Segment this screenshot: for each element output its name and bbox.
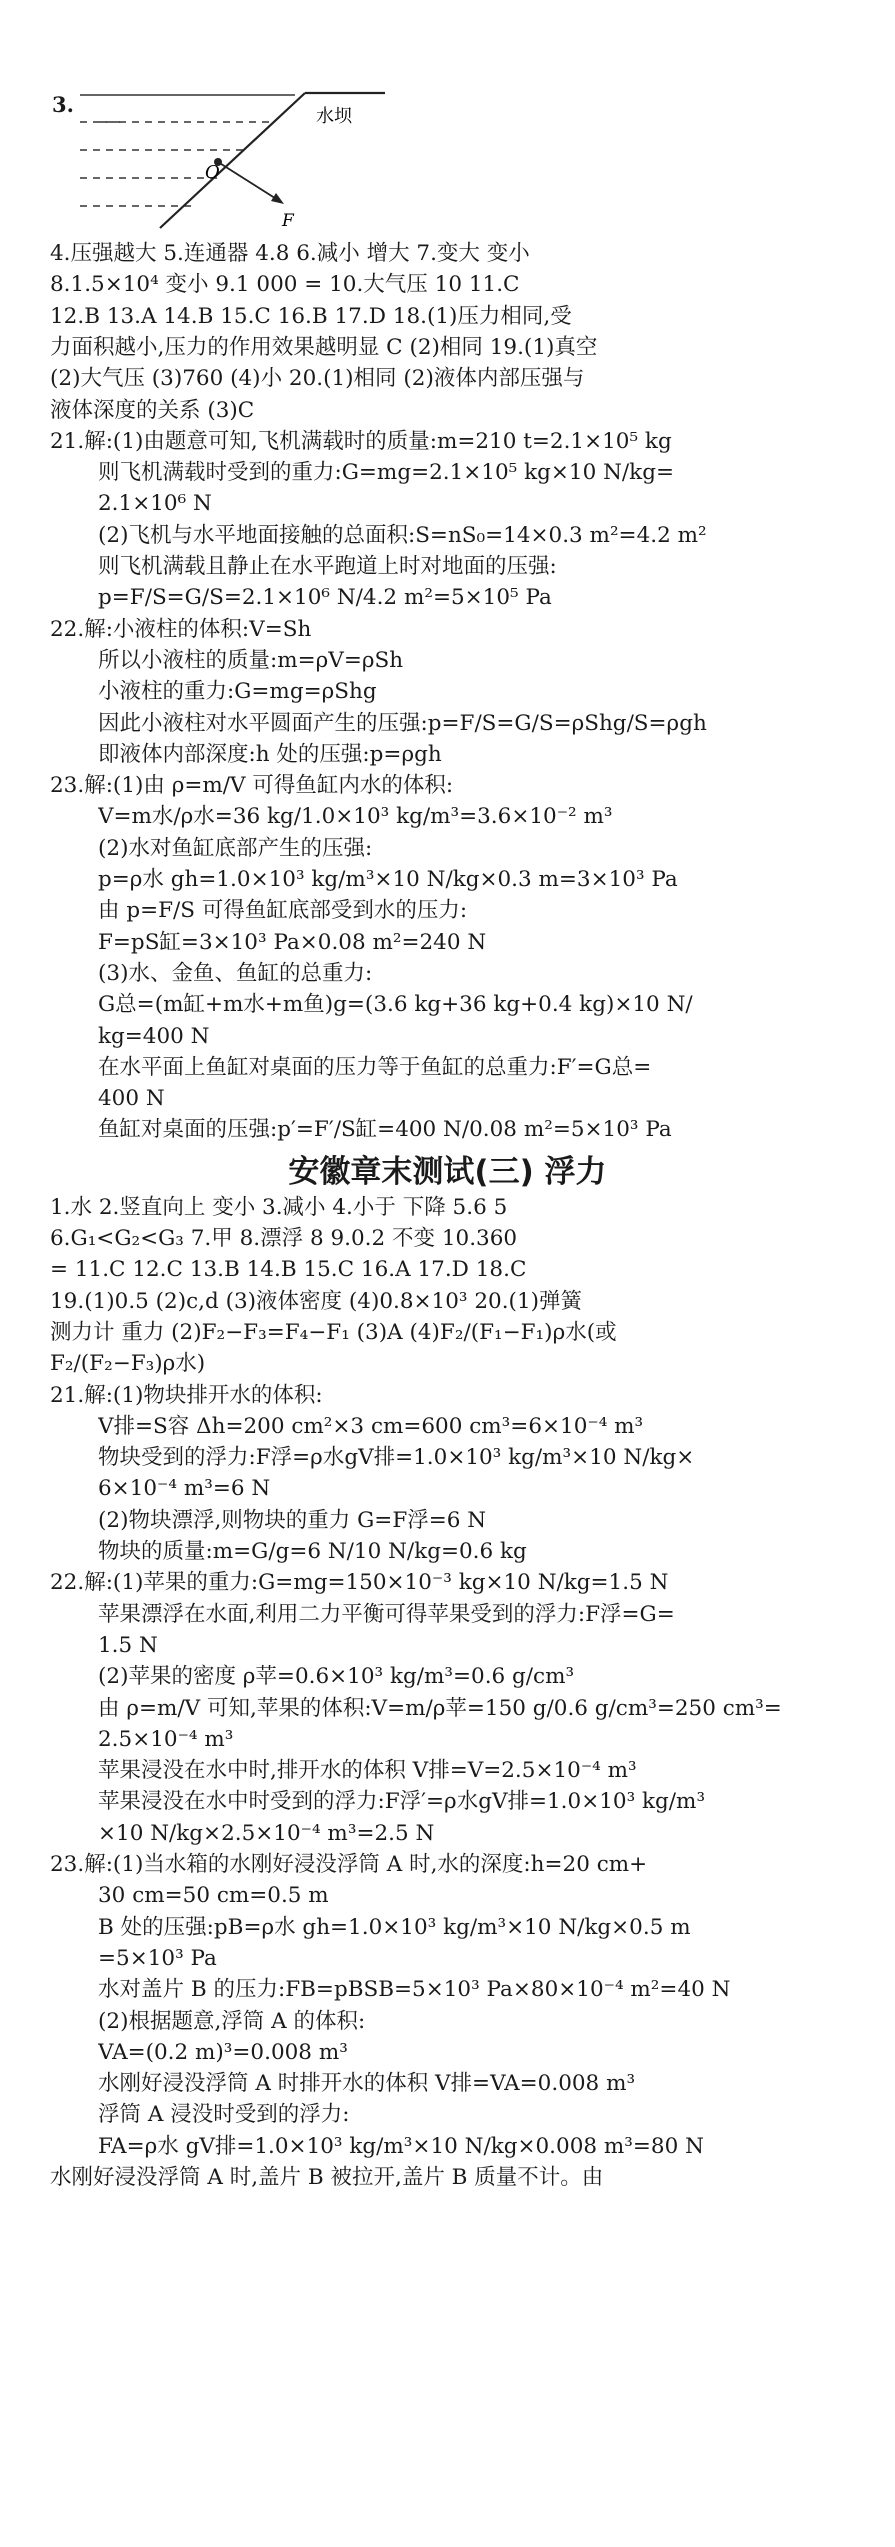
answer-line: 测力计 重力 (2)F₂−F₃=F₄−F₁ (3)A (4)F₂/(F₁−F₁)ρ水(或	[50, 1319, 617, 1345]
section-heading: 安徽章末测试(三) 浮力	[288, 1153, 607, 1190]
answer-line: 力面积越小,压力的作用效果越明显 C (2)相同 19.(1)真空	[50, 334, 598, 360]
question-number: 3.	[52, 92, 74, 117]
answer-line: 苹果浸没在水中时,排开水的体积 V排=V=2.5×10⁻⁴ m³	[98, 1758, 637, 1784]
answer-line: 1.水 2.竖直向上 变小 3.减小 4.小于 下降 5.6 5	[50, 1194, 508, 1220]
answer-line: 19.(1)0.5 (2)c,d (3)液体密度 (4)0.8×10³ 20.(1)弹簧	[50, 1288, 583, 1314]
dam-label: 水坝	[316, 106, 352, 127]
answer-line: ×10 N/kg×2.5×10⁻⁴ m³=2.5 N	[98, 1820, 435, 1846]
answer-line: 23.解:(1)当水箱的水刚好浸没浮筒 A 时,水的深度:h=20 cm+	[50, 1852, 648, 1877]
force-label: F	[282, 211, 294, 230]
answer-line: 23.解:(1)由 ρ=m/V 可得鱼缸内水的体积:	[50, 773, 454, 799]
answer-line: 液体深度的关系 (3)C	[50, 397, 255, 423]
answer-line: 物块受到的浮力:F浮=ρ水gV排=1.0×10³ kg/m³×10 N/kg×	[98, 1445, 695, 1471]
answer-line: (2)物块漂浮,则物块的重力 G=F浮=6 N	[98, 1507, 487, 1533]
point-o-label: O	[205, 162, 220, 183]
answer-line: FA=ρ水 gV排=1.0×10³ kg/m³×10 N/kg×0.008 m³=80 N	[98, 2133, 704, 2159]
answer-line: V=m水/ρ水=36 kg/1.0×10³ kg/m³=3.6×10⁻² m³	[98, 804, 613, 830]
answer-line: 6.G₁<G₂<G₃ 7.甲 8.漂浮 8 9.0.2 不变 10.360	[50, 1226, 518, 1251]
answer-line: 则飞机满载时受到的重力:G=mg=2.1×10⁵ kg×10 N/kg=	[98, 460, 674, 486]
answer-line: p=F/S=G/S=2.1×10⁶ N/4.2 m²=5×10⁵ Pa	[98, 585, 552, 611]
answer-line: 由 ρ=m/V 可知,苹果的体积:V=m/ρ苹=150 g/0.6 g/cm³=250 cm³=	[98, 1695, 782, 1721]
answer-line: G总=(m缸+m水+m鱼)g=(3.6 kg+36 kg+0.4 kg)×10 N/	[98, 992, 693, 1018]
answer-line: (2)飞机与水平地面接触的总面积:S=nS₀=14×0.3 m²=4.2 m²	[98, 522, 707, 548]
answer-line: 1.5 N	[98, 1632, 158, 1658]
dam-wall	[160, 93, 305, 228]
dam-diagram	[40, 60, 400, 230]
answer-line: 物块的质量:m=G/g=6 N/10 N/kg=0.6 kg	[98, 1539, 527, 1564]
answer-line: VA=(0.2 m)³=0.008 m³	[98, 2039, 348, 2065]
answer-line: 水刚好浸没浮筒 A 时,盖片 B 被拉开,盖片 B 质量不计。由	[50, 2165, 604, 2190]
answer-line: 鱼缸对桌面的压强:p′=F′/S缸=400 N/0.08 m²=5×10³ Pa	[98, 1117, 672, 1143]
answer-line: V排=S容 Δh=200 cm²×3 cm=600 cm³=6×10⁻⁴ m³	[98, 1413, 644, 1439]
answer-line: (2)苹果的密度 ρ苹=0.6×10³ kg/m³=0.6 g/cm³	[98, 1664, 575, 1690]
answer-line: 水刚好浸没浮筒 A 时排开水的体积 V排=VA=0.008 m³	[98, 2071, 636, 2097]
answer-line: 2.5×10⁻⁴ m³	[98, 1726, 234, 1752]
answer-line: 8.1.5×10⁴ 变小 9.1 000 = 10.大气压 10 11.C	[50, 272, 520, 298]
answer-line: 22.解:小液柱的体积:V=Sh	[50, 616, 312, 642]
answer-line: (3)水、金鱼、鱼缸的总重力:	[98, 960, 373, 986]
answer-line: 浮筒 A 浸没时受到的浮力:	[98, 2102, 350, 2128]
answer-line: 30 cm=50 cm=0.5 m	[98, 1883, 329, 1909]
answer-line: = 11.C 12.C 13.B 14.B 15.C 16.A 17.D 18.C	[50, 1257, 527, 1283]
force-arrowhead	[271, 193, 284, 204]
answer-line: 12.B 13.A 14.B 15.C 16.B 17.D 18.(1)压力相同,受	[50, 303, 572, 329]
answer-line: (2)大气压 (3)760 (4)小 20.(1)相同 (2)液体内部压强与	[50, 366, 585, 392]
answer-line: 2.1×10⁶ N	[98, 491, 212, 517]
answer-line: (2)水对鱼缸底部产生的压强:	[98, 835, 373, 861]
answer-line: 由 p=F/S 可得鱼缸底部受到水的压力:	[98, 898, 468, 924]
answer-line: (2)根据题意,浮筒 A 的体积:	[98, 2008, 366, 2034]
answer-line: 6×10⁻⁴ m³=6 N	[98, 1476, 271, 1502]
answer-line: F₂/(F₂−F₃)ρ水)	[50, 1351, 206, 1377]
answer-line: =5×10³ Pa	[98, 1945, 217, 1971]
answer-line: 因此小液柱对水平圆面产生的压强:p=F/S=G/S=ρShg/S=ρgh	[98, 710, 707, 736]
answer-line: 即液体内部深度:h 处的压强:p=ρgh	[98, 741, 442, 767]
answer-line: 苹果浸没在水中时受到的浮力:F浮′=ρ水gV排=1.0×10³ kg/m³	[98, 1789, 706, 1815]
force-arrow	[218, 162, 278, 200]
answer-line: 所以小液柱的质量:m=ρV=ρSh	[98, 647, 404, 673]
answer-line: 水对盖片 B 的压力:FB=pBSB=5×10³ Pa×80×10⁻⁴ m²=40 N	[98, 1977, 731, 2003]
answer-line: 小液柱的重力:G=mg=ρShg	[98, 679, 377, 705]
answer-line: p=ρ水 gh=1.0×10³ kg/m³×10 N/kg×0.3 m=3×10³ Pa	[98, 867, 678, 892]
answer-line: 21.解:(1)由题意可知,飞机满载时的质量:m=210 t=2.1×10⁵ kg	[50, 428, 672, 454]
answer-line: 在水平面上鱼缸对桌面的压力等于鱼缸的总重力:F′=G总=	[98, 1054, 652, 1080]
answer-line: kg=400 N	[98, 1023, 210, 1049]
dam-figure	[40, 60, 400, 230]
answer-line: 4.压强越大 5.连通器 4.8 6.减小 增大 7.变大 变小	[50, 241, 530, 266]
answer-line: 400 N	[98, 1086, 165, 1112]
answer-line: 苹果漂浮在水面,利用二力平衡可得苹果受到的浮力:F浮=G=	[98, 1601, 675, 1627]
answer-line: 22.解:(1)苹果的重力:G=mg=150×10⁻³ kg×10 N/kg=1.5 N	[50, 1570, 669, 1596]
answer-line: B 处的压强:pB=ρ水 gh=1.0×10³ kg/m³×10 N/kg×0.5 m	[98, 1914, 691, 1940]
answer-line: 则飞机满载且静止在水平跑道上时对地面的压强:	[98, 554, 557, 579]
answer-line: 21.解:(1)物块排开水的体积:	[50, 1382, 323, 1408]
answer-line: F=pS缸=3×10³ Pa×0.08 m²=240 N	[98, 929, 487, 955]
